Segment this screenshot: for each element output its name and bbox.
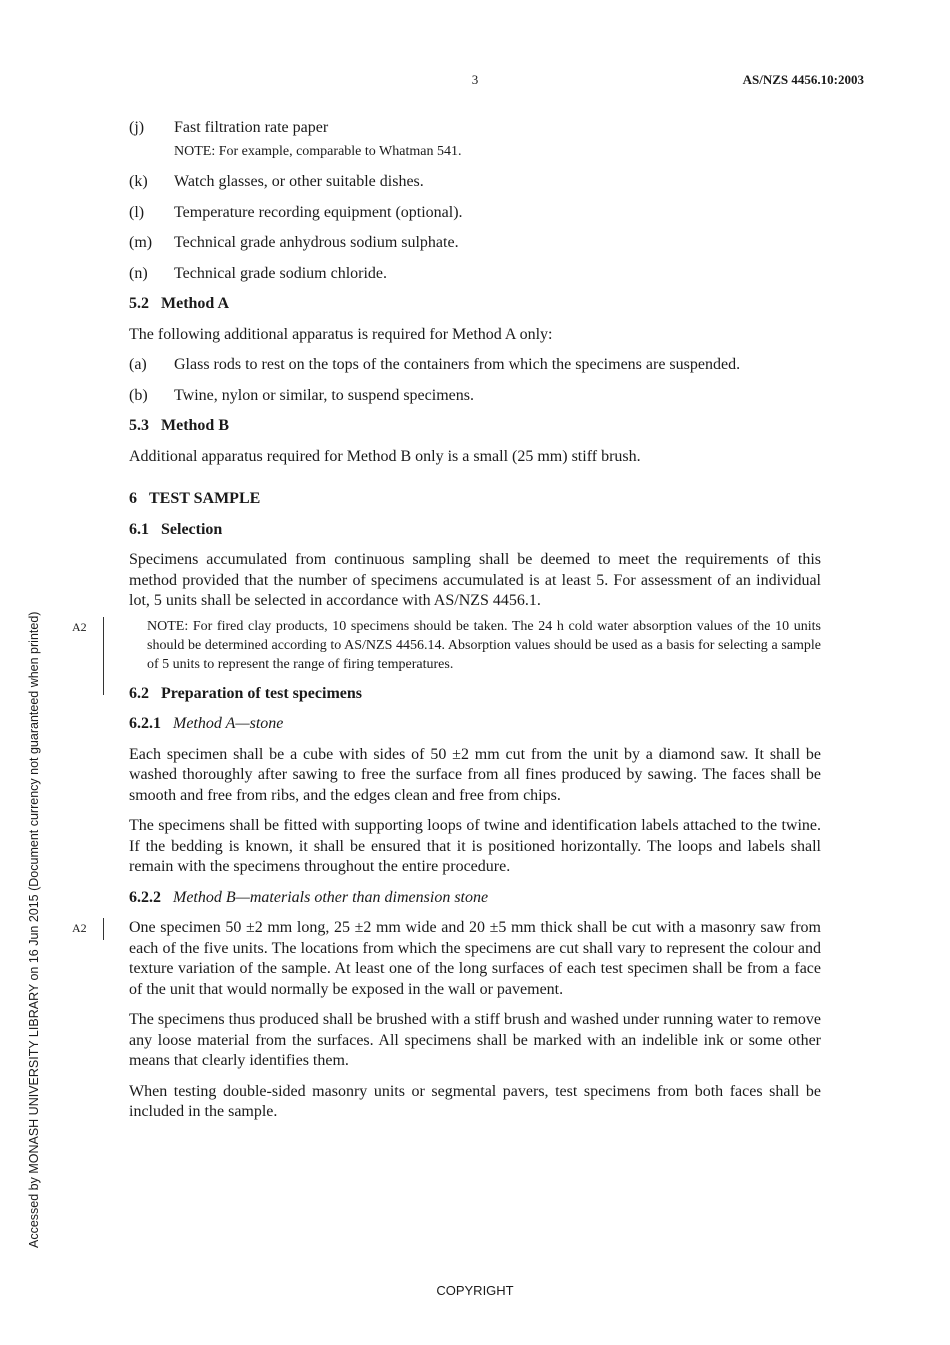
section-6-heading <box>129 489 821 510</box>
apparatus-item-j <box>129 118 821 139</box>
apparatus-item-n <box>129 264 821 285</box>
section-6-2-heading <box>129 684 821 705</box>
section-title: TEST SAMPLE <box>149 490 261 507</box>
item-label: (l) <box>129 203 145 221</box>
item-text: Twine, nylon or similar, to suspend specimens. <box>174 386 474 404</box>
apparatus-item-k <box>129 172 821 193</box>
section-6-1-note: NOTE: For fired clay products, 10 specimens should be taken. The 24 h cold water absorption values of the 10 units should be determined according to AS/NZS 4456.14. Absorption values should be used as a basis for selecting a sample of 5 units to represent the range of firing temperatures. <box>147 618 821 672</box>
item-text: Temperature recording equipment (optional). <box>174 203 463 221</box>
item-text: Glass rods to rest on the tops of the containers from which the specimens are suspended. <box>174 356 741 373</box>
section-6-2-1-para-1: Each specimen shall be a cube with sides of 50 ±2 mm cut from the unit by a diamond saw. It shall be washed thoroughly after sawing to free the surface from all fines produced by sawing. The faces shall be smooth and free from ribs, and the edges clean and free from chips. <box>129 745 821 804</box>
section-number: 6.1 <box>129 520 149 538</box>
item-label: (b) <box>129 386 148 404</box>
standard-id: AS/NZS 4456.10:2003 <box>742 72 864 87</box>
section-6-2-2-para-2: The specimens thus produced shall be brushed with a stiff brush and washed under running water to remove any loose material from the surfaces. All specimens shall be marked with an indelible ink or some other means that clearly identifies them. <box>129 1011 821 1069</box>
amendment-bar <box>103 918 104 940</box>
section-title: Method B <box>161 417 229 434</box>
section-number: 6 <box>129 490 137 507</box>
page-number: 3 <box>471 72 479 87</box>
section-title: Method A <box>161 295 229 312</box>
section-6-2-1-heading <box>129 714 821 735</box>
section-5-3-heading <box>129 416 821 437</box>
method-a-item-a <box>129 355 821 376</box>
item-text: Technical grade anhydrous sodium sulphate. <box>174 234 459 251</box>
section-5-2-heading <box>129 294 821 315</box>
section-6-1-text: Specimens accumulated from continuous sampling shall be deemed to meet the requirements of this method provided that the number of specimens accumulated is at least 5. For assessment of an individual lot, 5 units shall be selected in accordance with AS/NZS 4456.1. <box>129 551 821 609</box>
method-a-item-b <box>129 386 821 407</box>
item-label: (m) <box>129 234 153 251</box>
item-text: Technical grade sodium chloride. <box>174 264 388 282</box>
access-watermark: Accessed by MONASH UNIVERSITY LIBRARY on 16 Jun 2015 (Document currency not guaranteed when printed) <box>27 611 41 1248</box>
section-title: Method A—stone <box>173 715 284 732</box>
section-number: 6.2 <box>129 684 149 702</box>
section-5-3-text: Additional apparatus required for Method B only is a small (25 mm) stiff brush. <box>129 447 641 465</box>
section-6-2-2-para-1: One specimen 50 ±2 mm long, 25 ±2 mm wide and 20 ±5 mm thick shall be cut with a masonry saw from each of the five units. The locations from which the specimens are cut shall vary to represent the colour and texture variation of the sample. At least one of the long surfaces of each test specimen shall be from a face of the unit that would normally be exposed in the wall or pavement. <box>129 919 821 998</box>
section-6-2-1-para-2: The specimens shall be fitted with supporting loops of twine and identification labels attached to the twine. If the bedding is known, it shall be ensured that it is positioned horizontally. The loops and labels shall remain with the specimens throughout the entire procedure. <box>129 817 821 875</box>
amendment-marker: A2 <box>72 619 87 634</box>
item-label: (k) <box>129 173 148 190</box>
item-label: (a) <box>129 356 147 373</box>
section-number: 5.3 <box>129 417 149 434</box>
item-text: Fast filtration rate paper <box>174 119 329 136</box>
note-j: NOTE: For example, comparable to Whatman 541. <box>174 143 462 159</box>
item-text: Watch glasses, or other suitable dishes. <box>174 173 424 190</box>
item-label: (n) <box>129 264 148 282</box>
apparatus-item-l <box>129 203 821 224</box>
section-title: Method B—materials other than dimension stone <box>173 888 489 906</box>
amendment-marker: A2 <box>72 921 87 935</box>
section-6-1-heading <box>129 520 821 541</box>
section-title: Preparation of test specimens <box>161 684 362 702</box>
amendment-bar <box>103 617 104 695</box>
section-number: 6.2.2 <box>129 888 161 906</box>
section-number: 5.2 <box>129 295 149 312</box>
copyright-footer: COPYRIGHT <box>436 1283 514 1298</box>
document-body <box>72 118 821 1133</box>
amendment-a2-note <box>72 617 821 674</box>
section-5-2-intro: The following additional apparatus is required for Method A only: <box>129 325 553 343</box>
section-title: Selection <box>161 520 223 538</box>
section-6-2-2-para-3: When testing double-sided masonry units or segmental pavers, test specimens from both faces shall be included in the sample. <box>129 1082 821 1120</box>
apparatus-item-m <box>129 233 821 254</box>
item-label: (j) <box>129 119 145 136</box>
section-6-2-2-heading <box>129 888 821 909</box>
section-number: 6.2.1 <box>129 715 161 732</box>
amendment-a2-para <box>72 918 821 1000</box>
